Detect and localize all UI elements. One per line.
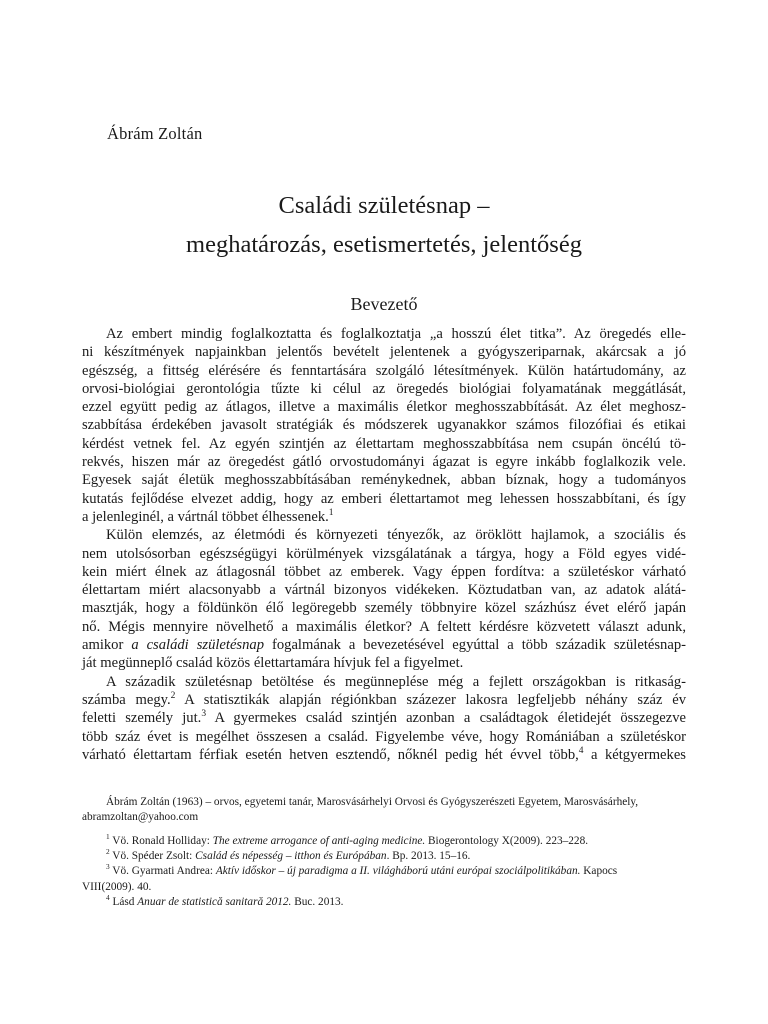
body-line: kutatás fejlődése elvezet addig, hogy az emberi élettartamot meg lehessen hosszabbítani, és így: [82, 490, 686, 507]
body-line: Egyesek saját életük meghosszabbításában reménykednek, abban bíznak, hogy a tudományos: [82, 472, 686, 489]
footnote: $^1$ Vö. Ronald Holliday: The extreme arrogance of anti-aging medicine. Biogerontology X(2009). 223–228.: [106, 832, 589, 847]
body-line: masztják, hogy a földünkön élő legöregebb személy többnyire közel százhúsz évet elérő japán: [82, 600, 686, 617]
body-line: a jelenleginél, a vártnál többet élhessenek.$^1$: [82, 508, 334, 525]
footnote-ref: 2: [170, 691, 176, 702]
section-heading: Bevezető: [350, 294, 418, 314]
footnote-ref: 3: [201, 709, 207, 720]
footnote-number: 2: [106, 847, 110, 857]
footnote-list: [82, 834, 686, 910]
footnote: $^4$ Lásd Anuar de statistică sanitară 2012. Buc. 2013.: [106, 893, 344, 908]
footnote-title: Anuar de statistică sanitară 2012.: [137, 895, 292, 908]
footnote-continuation: VIII(2009). 40.: [82, 880, 152, 893]
footnote-number: 3: [106, 862, 110, 872]
body-text: [82, 325, 686, 764]
italic-term: a családi születésnap: [131, 637, 265, 654]
footnote-ref: 4: [578, 745, 584, 756]
footnote-number: 4: [106, 893, 110, 903]
body-line: várható élettartam férfiak esetén hetven esztendő, nőknél pedig hét évvel több,$^4$ a kétgyermekes: [82, 745, 686, 763]
body-line: több száz évet is megélhet összesen a család. Figyelembe véve, hogy Romániában a születéskor: [82, 728, 686, 745]
body-line: ját megünneplő család közös élettartamára hívjuk fel a figyelmet.: [82, 655, 464, 672]
footnote: $^3$ Vö. Gyarmati Andrea: Aktív időskor – új paradigma a II. világháború utáni európai szociálpolitikában. Kapocs: [106, 862, 618, 878]
body-line: nő. Mégis mennyire növelhető a maximális életkor? A feltett kérdésre közvetett választ adunk,: [82, 618, 686, 635]
footnote-title: Aktív időskor – új paradigma a II. világháború utáni európai szociálpolitikában.: [215, 865, 581, 878]
body-line: egészség, a fittség elérésére és fenntartására szolgáló létesítmények. Külön határtudomány, az: [82, 362, 686, 379]
title-line-2: meghatározás, esetismertetés, jelentőség: [186, 231, 582, 258]
author-note: [82, 795, 686, 825]
body-line: ni készítmények napjainkban jelentős bevételt jelentenek a gyógyszeriparnak, akárcsak a jó: [82, 344, 686, 361]
author-note-email: abramzoltan@yahoo.com: [82, 811, 199, 824]
body-line: orvosi-biológiai gerontológia tűzte ki célul az öregedés biológiai folyamatának meggátlását,: [82, 380, 686, 397]
article-title: [0, 186, 768, 264]
author-note-line: Ábrám Zoltán (1963) – orvos, egyetemi tanár, Marosvásárhelyi Orvosi és Gyógyszerészeti Egyetem, Marosvásárhely,: [106, 796, 639, 808]
body-line: ezzel együtt pedig az átlagos, illetve a maximális életkor meghosszabbítását. Az élet meghosz-: [82, 399, 686, 416]
body-line: A századik születésnap betöltése és megünneplése még a fejlett országokban is ritkaság-: [106, 673, 686, 690]
body-line: élettartam miért alacsonyabb a vártnál bizonyos vidékeken. Köztudatban van, az adatok alátá-: [82, 582, 686, 599]
body-line: Az embert mindig foglalkoztatta és foglalkoztatja „a hosszú élet titka”. Az öregedés elle-: [106, 326, 686, 342]
body-line: nem utolsósorban egészségügyi körülmények vizsgálatának a tárgya, hogy a Föld egyes vidé-: [82, 545, 686, 562]
body-line: számba megy.$^2$ A statisztikák alapján régiónkban százezer lakosra legfeljebb néhány száz év: [82, 691, 687, 708]
footnote-title: Család és népesség – itthon és Európában: [195, 850, 387, 863]
author-name: Ábrám Zoltán: [107, 124, 203, 143]
footnote-ref: 1: [328, 508, 334, 519]
body-line: kein miért élnek az átlagosnál többet az emberek. Vagy éppen fordítva: a születéskor várható: [82, 563, 686, 580]
footnote-number: 1: [106, 832, 110, 842]
body-line: szabbítása érdekében javasolt stratégiák és módszerek ugyanakkor számos filozófiai és etikai: [82, 417, 686, 434]
body-line: amikor a családi születésnap fogalmának a bevezetésével egyúttal a több századik születésnap-: [82, 637, 686, 654]
title-line-1: Családi születésnap –: [278, 192, 490, 219]
body-line: Külön elemzés, az életmódi és környezeti tényezők, az öröklött hajlamok, a szociális és: [106, 527, 686, 544]
footnote: $^2$ Vö. Spéder Zsolt: Család és népesség – itthon és Európában. Bp. 2013. 15–16.: [106, 847, 471, 863]
footnote-title: The extreme arrogance of anti-aging medicine.: [212, 835, 426, 847]
body-line: feletti személy jut.$^3$ A gyermekes család szintjén azonban a családtagok életidejét összegezve: [82, 709, 686, 727]
body-line: rekvés, hiszen már az öregedést gátló orvostudományi ágazat is egyre inkább foglalkozik vele.: [82, 454, 686, 471]
body-line: kérdést vetnek fel. Az egyén szintjén az élettartam meghosszabbítása nem csupán öncélú tö-: [82, 435, 686, 452]
